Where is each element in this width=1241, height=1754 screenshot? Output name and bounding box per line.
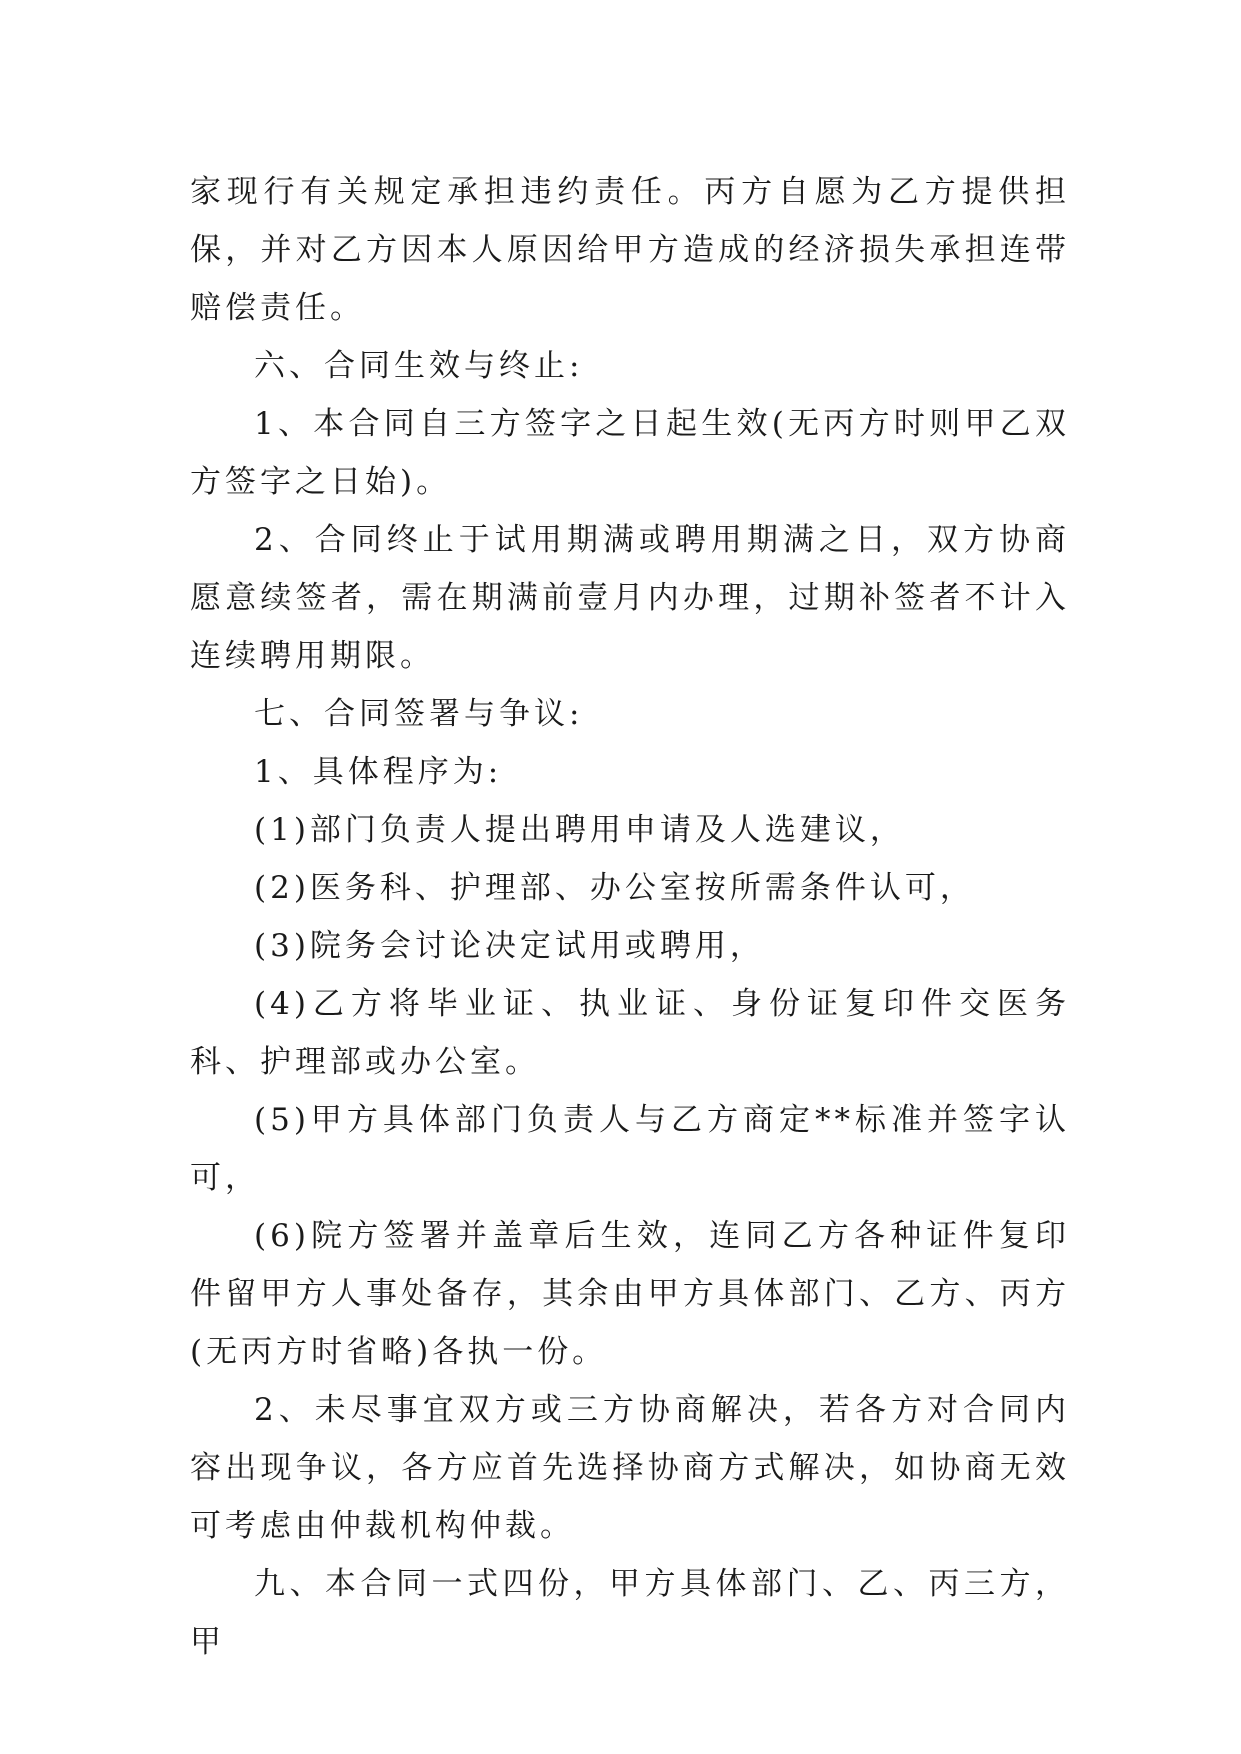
procedure-step-3: (3)院务会讨论决定试用或聘用， <box>254 928 765 964</box>
procedure-step-6: (6)院方签署并盖章后生效，连同乙方各种证件复印件留甲方人事处备存，其余由甲方具体部门、乙方、丙方(无丙方时省略)各执一份。 <box>190 1218 1070 1370</box>
procedure-step-4: (4)乙方将毕业证、执业证、身份证复印件交医务科、护理部或办公室。 <box>190 986 1070 1080</box>
procedure-step-1: (1)部门负责人提出聘用申请及人选建议， <box>254 812 905 848</box>
section-heading-9: 九、本合同一式四份，甲方具体部门、乙、丙三方，甲 <box>190 1566 1070 1660</box>
paragraph-continuation: 家现行有关规定承担违约责任。丙方自愿为乙方提供担保，并对乙方因本人原因给甲方造成的经济损失承担连带赔偿责任。 <box>190 174 1070 326</box>
procedure-step-2: (2)医务科、护理部、办公室按所需条件认可， <box>254 870 975 906</box>
clause-7-2: 2、未尽事宜双方或三方协商解决，若各方对合同内容出现争议，各方应首先选择协商方式解决，如协商无效可考虑由仲裁机构仲裁。 <box>190 1392 1070 1544</box>
clause-6-2: 2、合同终止于试用期满或聘用期满之日，双方协商愿意续签者，需在期满前壹月内办理，过期补签者不计入连续聘用期限。 <box>190 522 1070 674</box>
clause-6-1: 1、本合同自三方签字之日起生效(无丙方时则甲乙双方签字之日始)。 <box>190 406 1070 500</box>
procedure-step-5: (5)甲方具体部门负责人与乙方商定**标准并签字认可， <box>190 1102 1070 1196</box>
document-body <box>190 163 1070 1671</box>
clause-7-1: 1、具体程序为: <box>254 754 503 790</box>
section-heading-7: 七、合同签署与争议: <box>254 696 584 732</box>
section-heading-6: 六、合同生效与终止: <box>254 348 584 384</box>
